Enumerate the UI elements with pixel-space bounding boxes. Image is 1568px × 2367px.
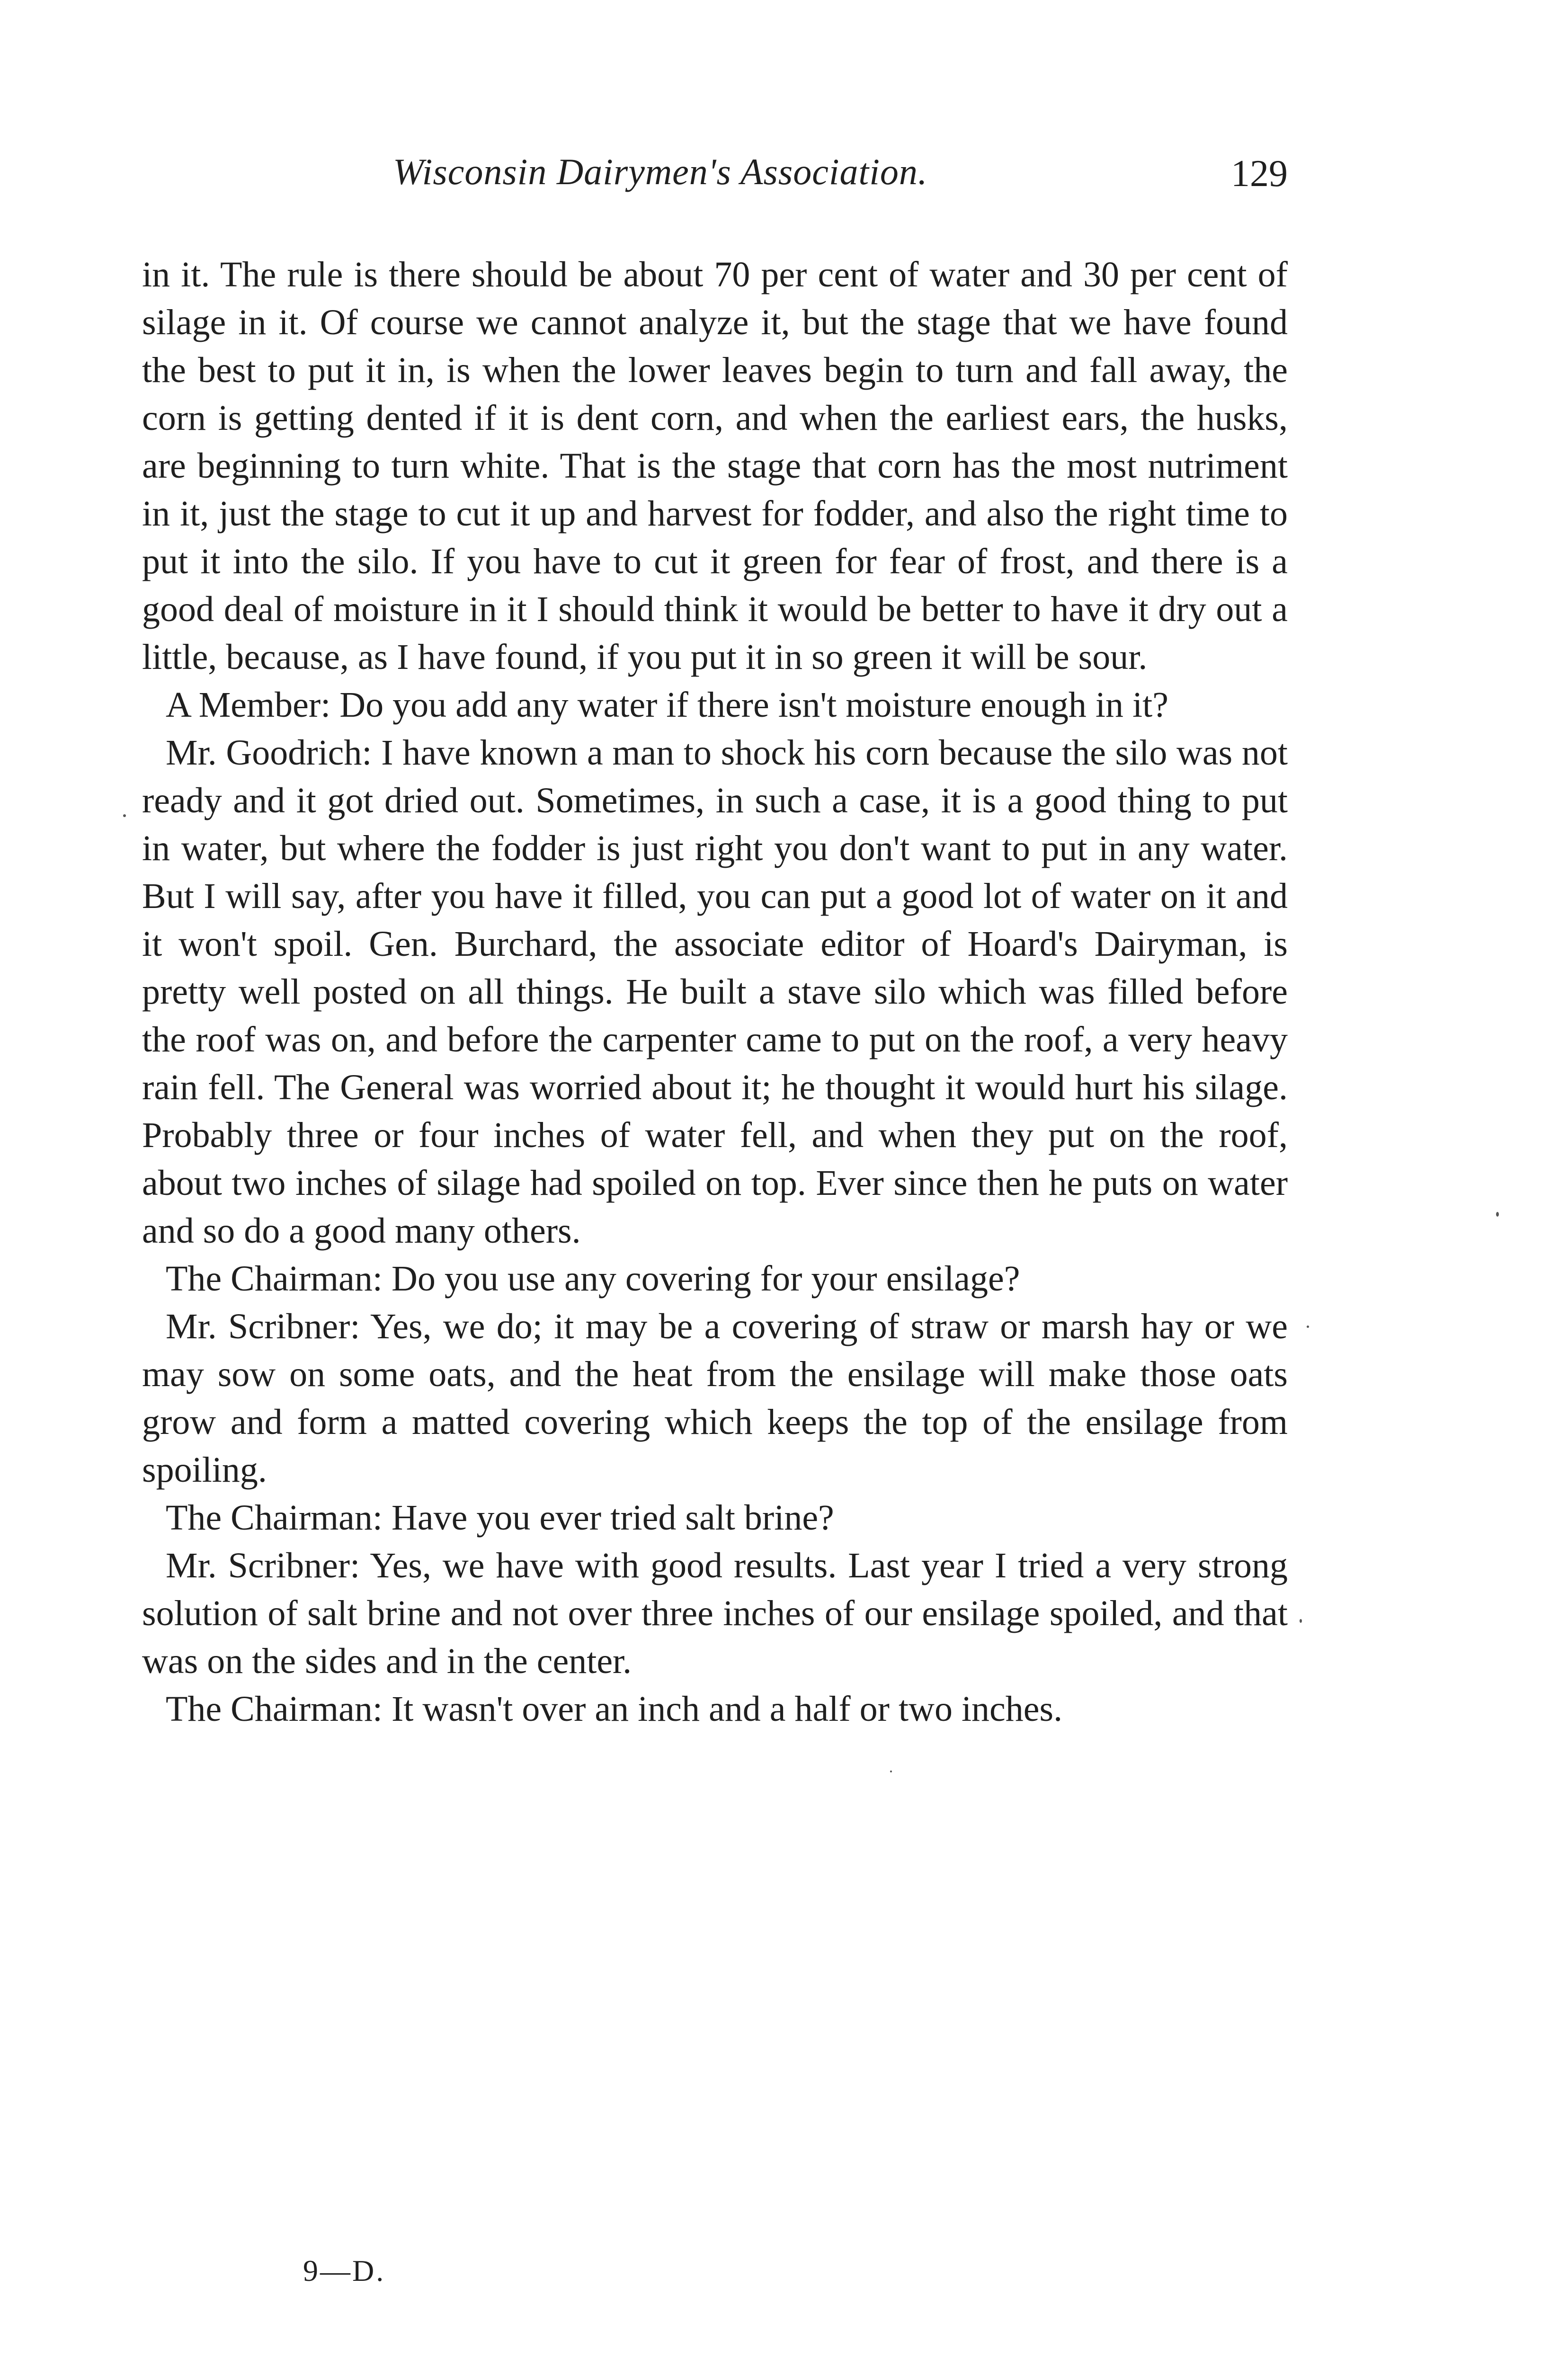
speaker-label: A Member:	[166, 685, 331, 725]
speaker-label: The Chairman:	[166, 1498, 383, 1538]
speaker-label: The Chairman:	[166, 1259, 383, 1299]
paragraph-6	[142, 1494, 1288, 1542]
paragraph-7	[142, 1542, 1288, 1685]
paragraph-text: Have you ever tried salt brine?	[391, 1498, 834, 1538]
paragraph-2	[142, 681, 1288, 729]
paragraph-text: Do you use any covering for your ensilage?	[391, 1259, 1020, 1299]
speaker-label: Mr. Goodrich:	[166, 733, 372, 773]
scan-speck	[1300, 1619, 1302, 1623]
paragraph-8	[142, 1685, 1288, 1733]
paragraph-text: It wasn't over an inch and a half or two inches.	[391, 1689, 1063, 1729]
speaker-label: The Chairman:	[166, 1689, 383, 1729]
speaker-label: Mr. Scribner:	[166, 1307, 360, 1346]
body-text	[142, 251, 1288, 1733]
paragraph-text: I have known a man to shock his corn because the silo was not ready and it got dried out. Sometimes, in such a case, it is a good thing to put in water, but where the fodder is just right you don't want to put in any water. But I will say, after you have it filled, you can put a good lot of water on it and it won't spoil. Gen. Burchard, the associate editor of Hoard's Dairyman, is pretty well posted on all things. He built a stave silo which was filled before the roof was on, and before the carpenter came to put on the roof, a very heavy rain fell. The General was worried about it; he thought it would hurt his silage. Probably three or four inches of water fell, and when they put on the roof, about two inches of silage had spoiled on top. Ever since then he puts on water and so do a good many others.	[142, 733, 1288, 1251]
signature-mark: 9—D.	[303, 2254, 386, 2287]
paragraph-text: in it. The rule is there should be about 70 per cent of water and 30 per cent of silage in it. Of course we cannot analyze it, but the stage that we have found the best to put it in, is when the lower leaves begin to turn and fall away, the corn is getting dented if it is dent corn, and when the earliest ears, the husks, are beginning to turn white. That is the stage that corn has the most nutriment in it, just the stage to cut it up and harvest for fodder, and also the right time to put it into the silo. If you have to cut it green for fear of frost, and there is a good deal of moisture in it I should think it would be better to have it dry out a little, because, as I have found, if you put it in so green it will be sour.	[142, 255, 1288, 677]
running-head: Wisconsin Dairymen's Association.	[393, 151, 928, 192]
paragraph-text: Yes, we have with good results. Last year I tried a very strong solution of salt brine and not over three inches of our ensilage spoiled, and that was on the sides and in the center.	[142, 1546, 1288, 1681]
scan-speck	[123, 814, 126, 817]
paragraph-5	[142, 1303, 1288, 1494]
paragraph-text: Do you add any water if there isn't moisture enough in it?	[339, 685, 1168, 725]
paragraph-1	[142, 251, 1288, 681]
page-number: 129	[1231, 153, 1288, 195]
scan-speck	[890, 1771, 892, 1772]
scan-speck	[1307, 1326, 1309, 1328]
scan-speck	[1496, 1212, 1499, 1217]
speaker-label: Mr. Scribner:	[166, 1546, 360, 1585]
paragraph-text: Yes, we do; it may be a covering of straw or marsh hay or we may sow on some oats, and the heat from the ensilage will make those oats grow and form a matted covering which keeps the top of the ensilage from spoiling.	[142, 1307, 1288, 1490]
paragraph-4	[142, 1255, 1288, 1303]
paragraph-3	[142, 729, 1288, 1255]
